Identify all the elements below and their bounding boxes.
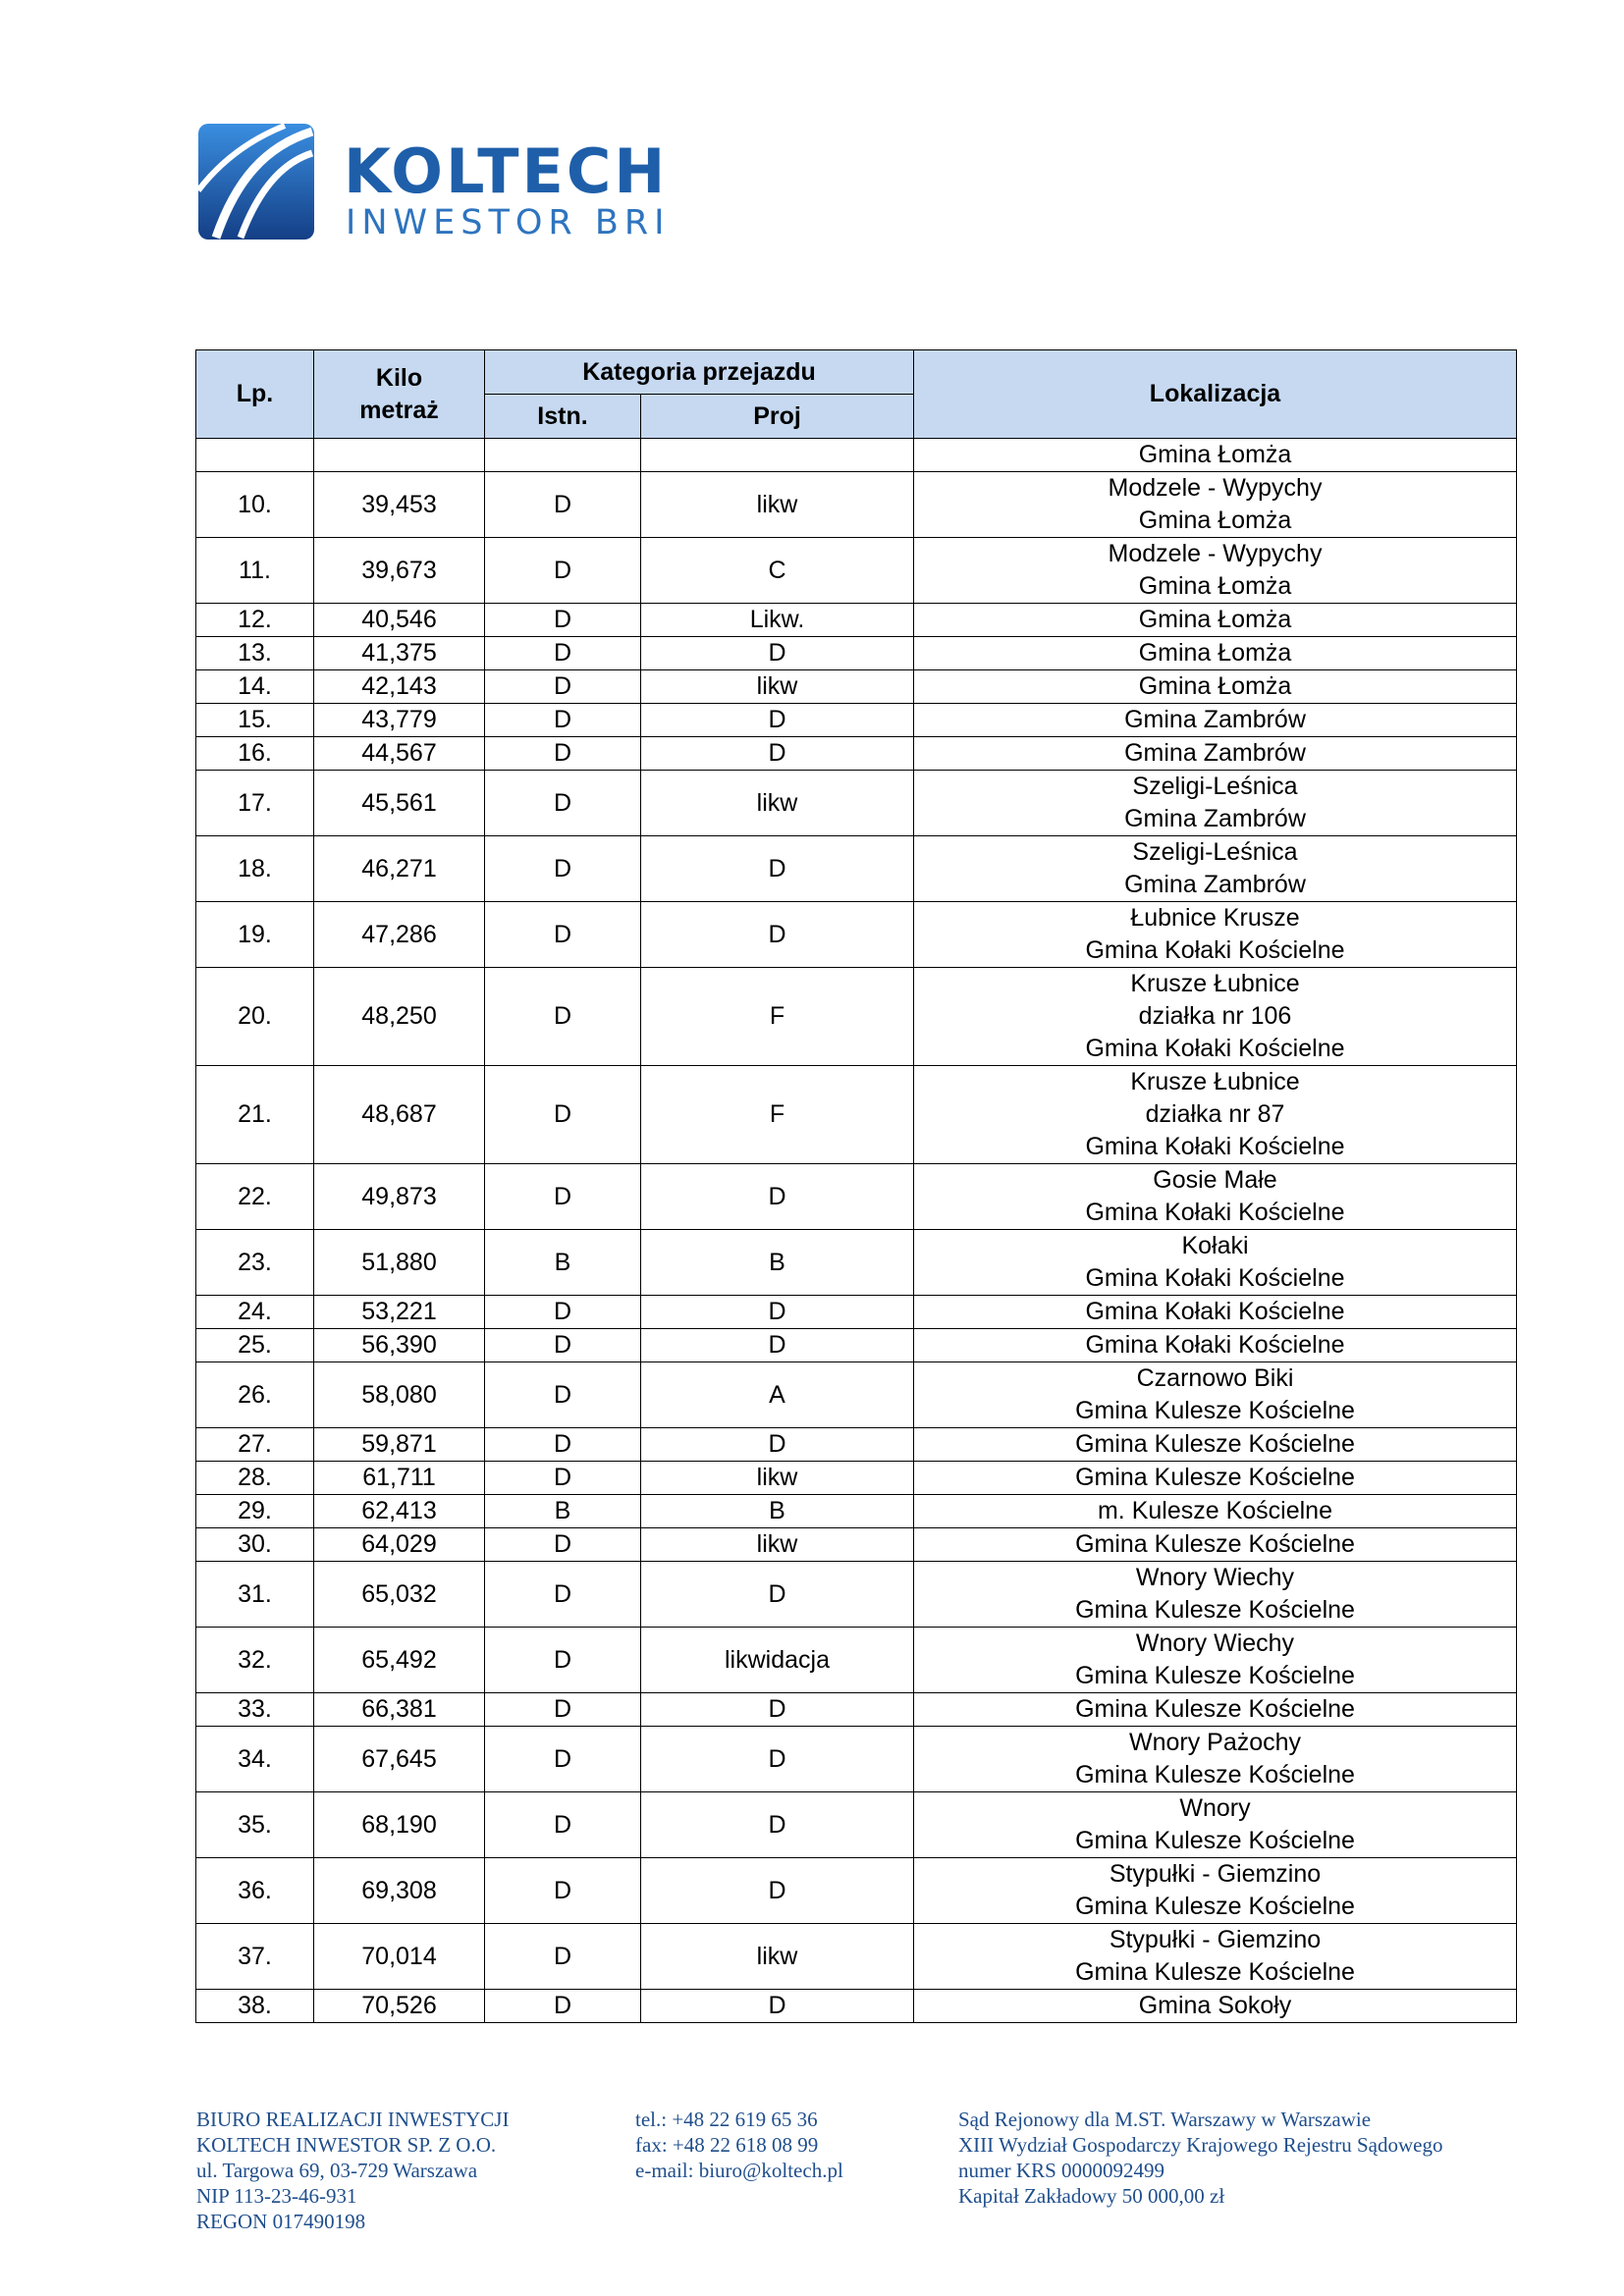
cell-lokalizacja: Gmina Łomża [914,637,1517,670]
cell-proj: likw [641,1462,914,1495]
cell-kilometraz: 46,271 [314,836,485,902]
cell-istn: D [485,1329,641,1362]
cell-proj: B [641,1230,914,1296]
cell-istn: D [485,1858,641,1924]
cell-istn: D [485,902,641,968]
table-row [196,1428,1517,1462]
cell-lokalizacja: m. Kulesze Kościelne [914,1495,1517,1528]
cell-proj: F [641,1066,914,1164]
cell-lp: 26. [196,1362,314,1428]
cell-proj: likw [641,472,914,538]
footer-company-info: BIURO REALIZACJI INWESTYCJI KOLTECH INWESTOR SP. Z O.O. ul. Targowa 69, 03-729 Warszawa NIP 113-23-46-931 REGON 017490198 [196,2108,510,2233]
cell-proj: likw [641,670,914,704]
table-row [196,1066,1517,1164]
cell-kilometraz: 67,645 [314,1727,485,1792]
cell-istn: D [485,1628,641,1693]
cell-proj: D [641,704,914,737]
cell-proj: D [641,1329,914,1362]
cell-istn: D [485,472,641,538]
table-row [196,1792,1517,1858]
company-logo [196,122,707,241]
table-row [196,538,1517,604]
cell-lp: 24. [196,1296,314,1329]
cell-istn: D [485,1528,641,1562]
cell-istn: D [485,968,641,1066]
cell-proj: D [641,1562,914,1628]
table-row [196,836,1517,902]
cell-lp: 34. [196,1727,314,1792]
cell-lokalizacja: Wnory Wiechy Gmina Kulesze Kościelne [914,1628,1517,1693]
table-row [196,637,1517,670]
table-row [196,1562,1517,1628]
cell-kilometraz: 42,143 [314,670,485,704]
cell-lp: 23. [196,1230,314,1296]
cell-istn: D [485,1792,641,1858]
cell-lp [196,439,314,472]
cell-lokalizacja: Wnory Wiechy Gmina Kulesze Kościelne [914,1562,1517,1628]
cell-lp: 32. [196,1628,314,1693]
cell-kilometraz: 58,080 [314,1362,485,1428]
table-row [196,1924,1517,1990]
cell-istn: D [485,1066,641,1164]
cell-lokalizacja: Krusze Łubnice działka nr 106 Gmina Kołaki Kościelne [914,968,1517,1066]
cell-kilometraz: 64,029 [314,1528,485,1562]
cell-lp: 27. [196,1428,314,1462]
cell-lp: 35. [196,1792,314,1858]
table-row [196,1693,1517,1727]
cell-kilometraz: 53,221 [314,1296,485,1329]
cell-lokalizacja: Kołaki Gmina Kołaki Kościelne [914,1230,1517,1296]
cell-istn: D [485,1990,641,2023]
cell-lp: 12. [196,604,314,637]
cell-lp: 21. [196,1066,314,1164]
cell-lp: 33. [196,1693,314,1727]
table-row [196,439,1517,472]
cell-lokalizacja: Stypułki - Giemzino Gmina Kulesze Kościelne [914,1858,1517,1924]
table-row [196,1164,1517,1230]
cell-lp: 31. [196,1562,314,1628]
cell-proj [641,439,914,472]
cell-lokalizacja: Wnory Pażochy Gmina Kulesze Kościelne [914,1727,1517,1792]
cell-kilometraz: 39,673 [314,538,485,604]
cell-lp: 28. [196,1462,314,1495]
cell-kilometraz: 48,250 [314,968,485,1066]
table-row [196,737,1517,771]
cell-lokalizacja: Wnory Gmina Kulesze Kościelne [914,1792,1517,1858]
table-row [196,670,1517,704]
table-row [196,1296,1517,1329]
cell-istn: D [485,1164,641,1230]
table-row [196,704,1517,737]
cell-kilometraz: 56,390 [314,1329,485,1362]
cell-lp: 14. [196,670,314,704]
cell-kilometraz: 70,526 [314,1990,485,2023]
table-row [196,1528,1517,1562]
cell-istn: D [485,538,641,604]
cell-kilometraz: 40,546 [314,604,485,637]
cell-istn: D [485,1924,641,1990]
cell-lp: 18. [196,836,314,902]
table-row [196,1990,1517,2023]
logo-brand: KOLTECH [344,135,669,207]
cell-istn: B [485,1495,641,1528]
table-row [196,1230,1517,1296]
cell-lokalizacja: Gmina Łomża [914,604,1517,637]
cell-lp: 38. [196,1990,314,2023]
cell-lokalizacja: Modzele - Wypychy Gmina Łomża [914,538,1517,604]
cell-istn: D [485,1727,641,1792]
table-row [196,771,1517,836]
cell-lp: 20. [196,968,314,1066]
cell-lokalizacja: Gmina Kołaki Kościelne [914,1329,1517,1362]
cell-kilometraz: 48,687 [314,1066,485,1164]
cell-lp: 19. [196,902,314,968]
cell-istn: D [485,771,641,836]
logo-subtitle: INWESTOR BRI [346,203,671,241]
cell-lp: 22. [196,1164,314,1230]
cell-lokalizacja: Szeligi-Leśnica Gmina Zambrów [914,771,1517,836]
cell-kilometraz: 69,308 [314,1858,485,1924]
cell-lp: 29. [196,1495,314,1528]
cell-proj: likw [641,1924,914,1990]
cell-lokalizacja: Krusze Łubnice działka nr 87 Gmina Kołaki Kościelne [914,1066,1517,1164]
cell-istn: D [485,737,641,771]
cell-lokalizacja: Gmina Zambrów [914,737,1517,771]
cell-proj: F [641,968,914,1066]
cell-proj: A [641,1362,914,1428]
cell-lp: 17. [196,771,314,836]
cell-proj: likw [641,1528,914,1562]
cell-istn: D [485,704,641,737]
cell-kilometraz: 45,561 [314,771,485,836]
crossings-table [195,349,1517,2023]
cell-istn: D [485,604,641,637]
cell-lp: 13. [196,637,314,670]
cell-istn: D [485,1362,641,1428]
cell-proj: D [641,637,914,670]
cell-kilometraz: 51,880 [314,1230,485,1296]
cell-lokalizacja: Czarnowo Biki Gmina Kulesze Kościelne [914,1362,1517,1428]
cell-istn [485,439,641,472]
cell-kilometraz: 61,711 [314,1462,485,1495]
cell-kilometraz: 41,375 [314,637,485,670]
cell-istn: D [485,836,641,902]
cell-lp: 30. [196,1528,314,1562]
cell-proj: C [641,538,914,604]
cell-proj: likwidacja [641,1628,914,1693]
cell-proj: Likw. [641,604,914,637]
cell-lokalizacja: Gmina Kołaki Kościelne [914,1296,1517,1329]
cell-proj: D [641,1990,914,2023]
table-row [196,604,1517,637]
cell-proj: D [641,836,914,902]
cell-lokalizacja: Gmina Kulesze Kościelne [914,1693,1517,1727]
cell-kilometraz: 39,453 [314,472,485,538]
cell-kilometraz: 66,381 [314,1693,485,1727]
footer-contact: tel.: +48 22 619 65 36 fax: +48 22 618 08 99 e-mail: biuro@koltech.pl [635,2108,843,2182]
cell-kilometraz: 70,014 [314,1924,485,1990]
cell-kilometraz: 59,871 [314,1428,485,1462]
cell-proj: B [641,1495,914,1528]
footer-registry: Sąd Rejonowy dla M.ST. Warszawy w Warszawie XIII Wydział Gospodarczy Krajowego Rejestru Sądowego numer KRS 0000092499 Kapitał Zakładowy 50 000,00 zł [958,2108,1443,2208]
cell-lp: 15. [196,704,314,737]
cell-lp: 16. [196,737,314,771]
cell-istn: D [485,670,641,704]
header-istn: Istn. [485,395,641,439]
cell-kilometraz: 65,032 [314,1562,485,1628]
cell-istn: D [485,1562,641,1628]
cell-kilometraz: 65,492 [314,1628,485,1693]
cell-istn: B [485,1230,641,1296]
table-row [196,902,1517,968]
header-kilometraz: Kilo metraż [314,350,485,439]
cell-kilometraz: 62,413 [314,1495,485,1528]
cell-proj: likw [641,771,914,836]
cell-lokalizacja: Gmina Kulesze Kościelne [914,1428,1517,1462]
header-proj: Proj [641,395,914,439]
cell-lokalizacja: Łubnice Krusze Gmina Kołaki Kościelne [914,902,1517,968]
cell-istn: D [485,1462,641,1495]
cell-proj: D [641,1164,914,1230]
cell-lokalizacja: Gmina Łomża [914,670,1517,704]
table-row [196,968,1517,1066]
cell-lp: 37. [196,1924,314,1990]
table-row [196,472,1517,538]
cell-proj: D [641,1296,914,1329]
table-row [196,1329,1517,1362]
header-lp: Lp. [196,350,314,439]
table-row [196,1628,1517,1693]
cell-istn: D [485,1693,641,1727]
header-lokalizacja: Lokalizacja [914,350,1517,439]
table-row [196,1362,1517,1428]
cell-proj: D [641,1858,914,1924]
cell-lokalizacja: Gmina Kulesze Kościelne [914,1528,1517,1562]
table-row [196,1495,1517,1528]
cell-kilometraz: 43,779 [314,704,485,737]
table-row [196,1727,1517,1792]
cell-lp: 36. [196,1858,314,1924]
cell-proj: D [641,1792,914,1858]
cell-lokalizacja: Gmina Łomża [914,439,1517,472]
cell-lokalizacja: Gmina Sokoły [914,1990,1517,2023]
cell-istn: D [485,1428,641,1462]
header-kategoria: Kategoria przejazdu [485,350,914,395]
cell-proj: D [641,1727,914,1792]
cell-proj: D [641,1428,914,1462]
table-row [196,1858,1517,1924]
cell-kilometraz: 68,190 [314,1792,485,1858]
cell-kilometraz: 44,567 [314,737,485,771]
cell-istn: D [485,637,641,670]
cell-lokalizacja: Stypułki - Giemzino Gmina Kulesze Kościelne [914,1924,1517,1990]
cell-kilometraz: 49,873 [314,1164,485,1230]
cell-proj: D [641,737,914,771]
cell-lokalizacja: Gmina Zambrów [914,704,1517,737]
cell-lp: 10. [196,472,314,538]
cell-lokalizacja: Gosie Małe Gmina Kołaki Kościelne [914,1164,1517,1230]
cell-istn: D [485,1296,641,1329]
cell-proj: D [641,1693,914,1727]
cell-lokalizacja: Szeligi-Leśnica Gmina Zambrów [914,836,1517,902]
cell-kilometraz [314,439,485,472]
cell-proj: D [641,902,914,968]
cell-lp: 25. [196,1329,314,1362]
cell-lp: 11. [196,538,314,604]
cell-lokalizacja: Modzele - Wypychy Gmina Łomża [914,472,1517,538]
table-row [196,1462,1517,1495]
cell-kilometraz: 47,286 [314,902,485,968]
cell-lokalizacja: Gmina Kulesze Kościelne [914,1462,1517,1495]
